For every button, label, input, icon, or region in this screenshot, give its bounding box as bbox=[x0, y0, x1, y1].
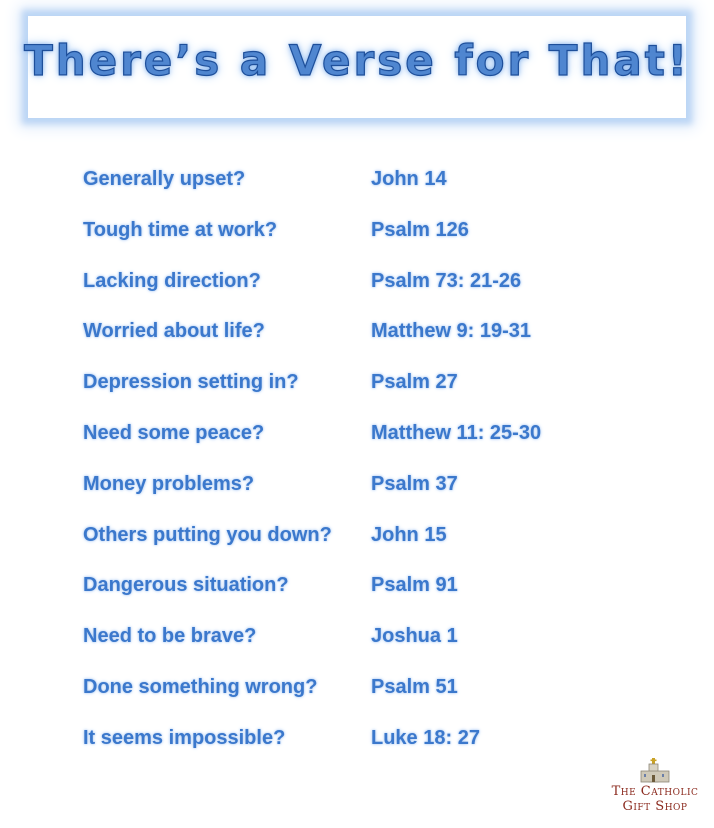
list-item bbox=[83, 371, 643, 422]
question-text: Done something wrong? bbox=[83, 675, 318, 698]
question-text: It seems impossible? bbox=[83, 726, 286, 749]
list-item bbox=[83, 676, 643, 727]
list-item bbox=[83, 320, 643, 371]
shop-logo bbox=[596, 756, 714, 814]
verse-reference: Psalm 126 bbox=[371, 218, 469, 241]
question-text: Others putting you down? bbox=[83, 523, 332, 546]
verse-reference: Psalm 51 bbox=[371, 675, 458, 698]
list-item bbox=[83, 473, 643, 524]
list-item bbox=[83, 524, 643, 575]
church-icon bbox=[638, 756, 672, 784]
page-title: There’s a Verse for That! bbox=[24, 35, 690, 85]
list-item bbox=[83, 625, 643, 676]
question-text: Depression setting in? bbox=[83, 371, 299, 394]
title-banner bbox=[24, 16, 690, 118]
list-item bbox=[83, 422, 643, 473]
question-text: Need to be brave? bbox=[83, 625, 257, 648]
question-text: Lacking direction? bbox=[83, 269, 261, 292]
verse-reference: Matthew 11: 25-30 bbox=[371, 421, 542, 444]
question-text: Tough time at work? bbox=[83, 218, 278, 241]
verse-reference: Joshua 1 bbox=[371, 625, 458, 648]
question-text: Dangerous situation? bbox=[83, 574, 289, 597]
question-text: Money problems? bbox=[83, 472, 255, 495]
list-item bbox=[83, 270, 643, 321]
question-text: Worried about life? bbox=[83, 320, 265, 343]
verse-reference: Matthew 9: 19-31 bbox=[371, 320, 532, 343]
verse-reference: Psalm 27 bbox=[371, 371, 458, 394]
list-item bbox=[83, 168, 643, 219]
verse-reference: Psalm 73: 21-26 bbox=[371, 269, 522, 292]
logo-line-1: The Catholic bbox=[611, 784, 699, 799]
verse-reference: John 14 bbox=[371, 168, 447, 190]
verse-reference: John 15 bbox=[371, 523, 447, 546]
verse-reference: Psalm 37 bbox=[371, 472, 458, 495]
list-item bbox=[83, 219, 643, 270]
verse-reference: Psalm 91 bbox=[371, 574, 458, 597]
verse-reference: Luke 18: 27 bbox=[371, 726, 480, 749]
question-text: Need some peace? bbox=[83, 421, 265, 444]
list-item bbox=[83, 574, 643, 625]
list-item bbox=[83, 727, 643, 778]
question-text: Generally upset? bbox=[83, 168, 246, 190]
verse-list bbox=[83, 168, 643, 778]
logo-line-2: Gift Shop bbox=[622, 799, 688, 814]
